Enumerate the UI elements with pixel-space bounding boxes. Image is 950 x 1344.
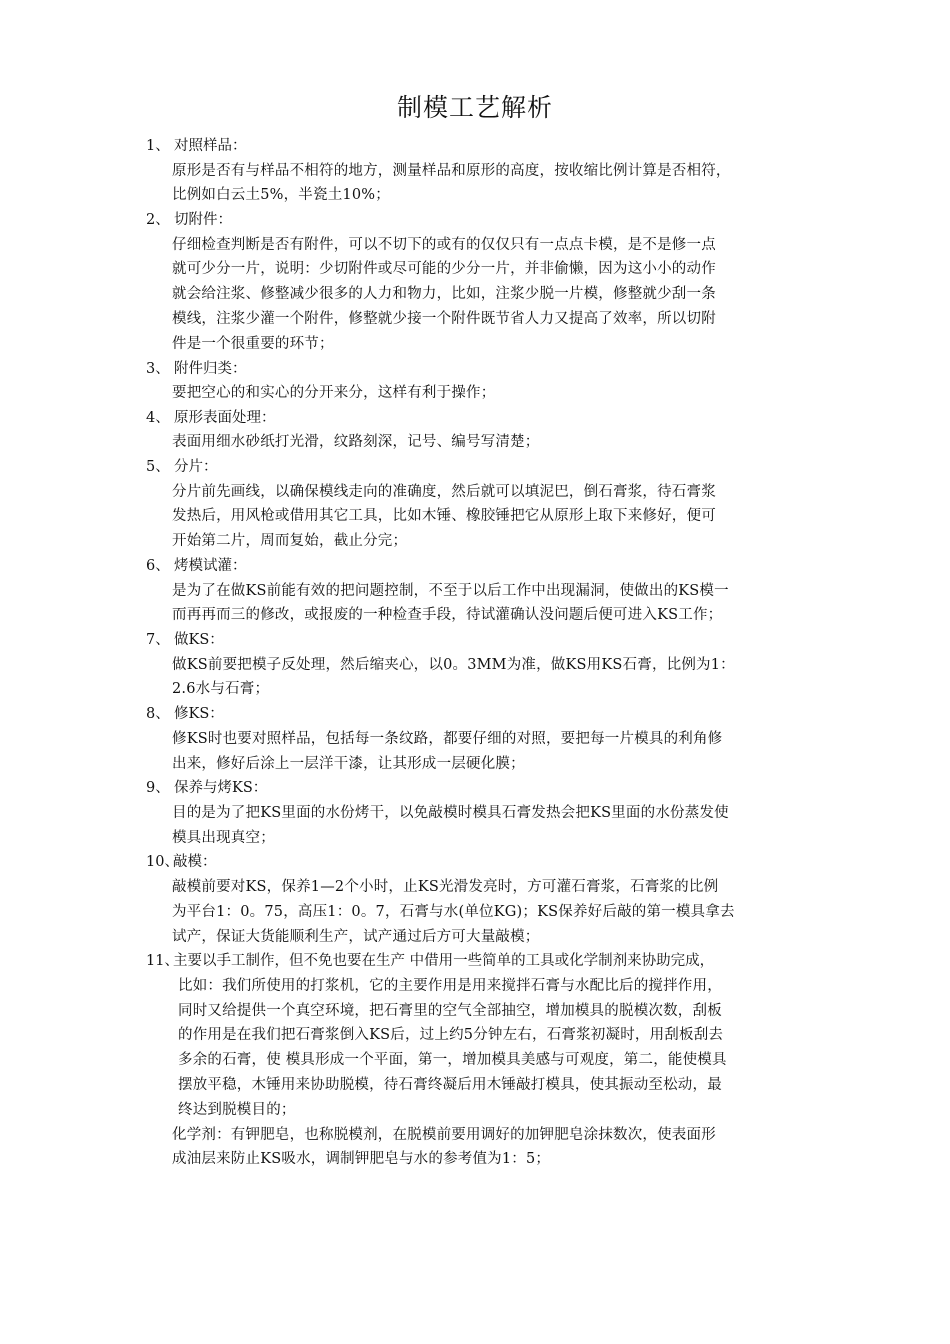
body-line: 就会给注浆、修整减少很多的人力和物力，比如，注浆少脱一片模，修整就少刮一条 [172, 286, 716, 303]
list-item-body [172, 430, 808, 455]
list-item-label: 敲模： [173, 854, 217, 871]
body-line: 模线，注浆少灌一个附件，修整就少接一个附件既节省人力又提高了效率，所以切附 [172, 310, 716, 327]
list-item-heading [0, 406, 950, 431]
list-item-number: 1、 [146, 138, 170, 154]
list-item-body [172, 480, 808, 554]
list-item-label: 烤模试灌： [174, 558, 247, 575]
body-line: 敲模前要对KS，保养1—2个小时，止KS光滑发亮时，方可灌石膏浆，石膏浆的比例 [172, 878, 719, 895]
list-item-body [172, 801, 808, 851]
body-line: 成油层来防止KS吸水，调制钾肥皂与水的参考值为1：5； [172, 1151, 551, 1168]
list-item-label: 保养与烤KS： [174, 780, 268, 797]
list-item-number: 2、 [146, 212, 170, 229]
body-line: 原形是否有与样品不相符的地方，测量样品和原形的高度，按收缩比例计算是否相符， [172, 162, 731, 179]
list-item-number: 9、 [146, 780, 170, 797]
list-item-number: 3、 [146, 360, 170, 377]
list-item-label: 切附件： [174, 212, 232, 229]
list-item-label: 对照样品： [174, 138, 247, 154]
list-item-body [172, 159, 808, 209]
list-item-label: 主要以手工制作，但不免也要在生产 中借用一些简单的工具或化学制剂来协助完成， [173, 953, 715, 970]
list-item-label: 分片： [174, 459, 218, 476]
list-item-heading [0, 554, 950, 579]
list-item-number: 7、 [146, 632, 170, 649]
body-line: 2.6水与石膏； [172, 681, 270, 698]
body-line: 多余的石膏，使 模具形成一个平面，第一，增加模具美感与可观度，第二，能使模具 [178, 1052, 727, 1069]
body-line: 目的是为了把KS里面的水份烤干，以免敲模时模具石膏发热会把KS里面的水份蒸发使 [172, 804, 729, 821]
body-line: 试产，保证大货能顺利生产，试产通过后方可大量敲模； [172, 928, 540, 945]
body-line: 模具出现真空； [172, 829, 275, 846]
body-line: 的作用是在我们把石膏浆倒入KS后，过上约5分钟左右，石膏浆初凝时，用刮板刮去 [178, 1027, 724, 1044]
list-item-heading [0, 134, 950, 159]
body-line: 开始第二片，周而复始，截止分完； [172, 533, 408, 550]
list-item-heading [0, 357, 950, 382]
body-line: 是为了在做KS前能有效的把问题控制，不至于以后工作中出现漏洞，使做出的KS模一 [172, 582, 729, 599]
body-line: 同时又给提供一个真空环境，把石膏里的空气全部抽空，增加模具的脱模次数，刮板 [178, 1002, 722, 1019]
list-item-body [172, 974, 808, 1123]
body-line: 表面用细水砂纸打光滑，纹路刻深，记号、编号写清楚； [172, 434, 540, 451]
body-line: 为平台1：0。75，高压1：0。7，石膏与水(单位KG)；KS保养好后敲的第一模具拿去 [172, 903, 735, 920]
list-item-body [172, 653, 808, 703]
body-line: 要把空心的和实心的分开来分，这样有利于操作； [172, 385, 496, 402]
list-item-number: 5、 [146, 459, 170, 476]
list-item-heading [0, 850, 950, 875]
list-item-number: 8、 [146, 706, 170, 723]
list-item-body [172, 233, 808, 357]
list-item-body [172, 727, 808, 777]
list-item-heading [0, 455, 950, 480]
list-item-number: 10、 [146, 854, 179, 871]
document-body [0, 134, 950, 1172]
list-item-label: 做KS： [174, 632, 224, 649]
list-item-extra [172, 1123, 808, 1173]
document-title: 制模工艺解析 [396, 93, 553, 122]
body-line: 比例如白云土5%，半瓷土10%； [172, 187, 390, 204]
body-line: 比如：我们所使用的打浆机，它的主要作用是用来搅拌石膏与水配比后的搅拌作用， [178, 977, 722, 994]
list-item-heading [0, 208, 950, 233]
body-line: 仔细检查判断是否有附件，可以不切下的或有的仅仅只有一点点卡模，是不是修一点 [172, 236, 716, 253]
body-line: 化学剂：有钾肥皂，也称脱模剂，在脱模前要用调好的加钾肥皂涂抹数次，使表面形 [172, 1126, 716, 1143]
list-item-number: 11、 [146, 953, 179, 970]
body-line: 分片前先画线，以确保模线走向的准确度，然后就可以填泥巴，倒石膏浆，待石膏浆 [172, 483, 716, 500]
body-line: 做KS前要把模子反处理，然后缩夹心，以0。3MM为准，做KS用KS石膏，比例为1： [172, 656, 735, 673]
list-item-label: 附件归类： [174, 360, 247, 377]
list-item-label: 修KS： [174, 706, 224, 723]
list-item-body [172, 579, 808, 629]
list-item-heading [0, 628, 950, 653]
list-item-number: 6、 [146, 558, 170, 575]
body-line: 就可少分一片，说明：少切附件或尽可能的少分一片，并非偷懒，因为这小小的动作 [172, 261, 716, 278]
list-item-number: 4、 [146, 409, 170, 426]
body-line: 修KS时也要对照样品，包括每一条纹路，都要仔细的对照，要把每一片模具的利角修 [172, 730, 723, 747]
body-line: 发热后，用风枪或借用其它工具，比如木锤、橡胶锤把它从原形上取下来修好，便可 [172, 508, 716, 525]
list-item-heading [0, 776, 950, 801]
body-line: 终达到脱模目的； [178, 1101, 296, 1118]
body-line: 件是一个很重要的环节； [172, 335, 334, 352]
list-item-heading [0, 702, 950, 727]
body-line: 而再再而三的修改，或报废的一种检查手段，待试灌确认没问题后便可进入KS工作； [172, 607, 723, 624]
list-item-label: 原形表面处理： [174, 409, 276, 426]
body-line: 出来，修好后涂上一层洋干漆，让其形成一层硬化膜； [172, 755, 525, 772]
list-item-body [172, 381, 808, 406]
list-item-body [172, 875, 808, 949]
list-item-heading [0, 949, 950, 974]
body-line: 摆放平稳，木锤用来协助脱模，待石膏终凝后用木锤敲打模具，使其振动至松动，最 [178, 1077, 722, 1094]
